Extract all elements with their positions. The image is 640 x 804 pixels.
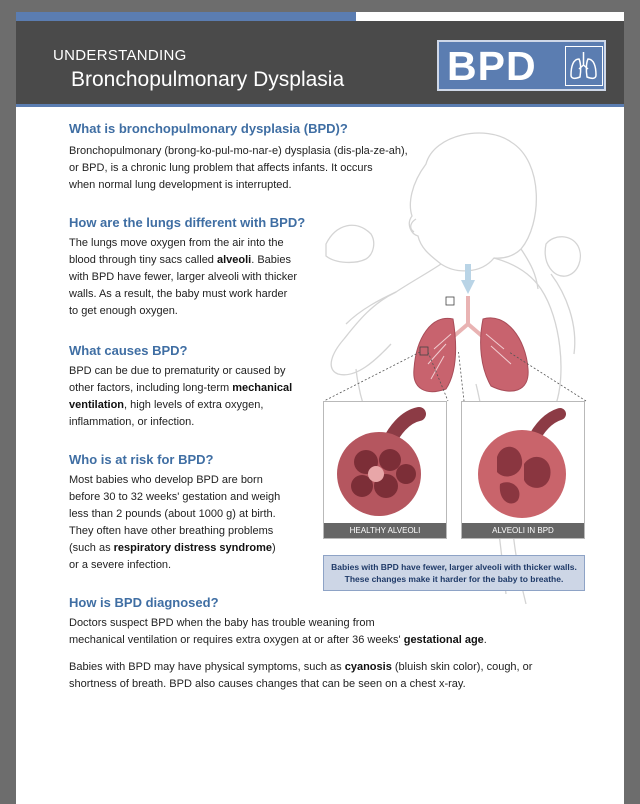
bpd-alveoli-image (462, 402, 584, 523)
body-line: inflammation, or infection. (69, 416, 195, 428)
page-title: Bronchopulmonary Dysplasia (71, 68, 345, 91)
body-line: (bluish skin color), cough, or (391, 661, 533, 673)
caption-line-2: These changes make it harder for the baby to breathe. (344, 574, 564, 584)
bpd-alveoli-label: ALVEOLI IN BPD (462, 523, 584, 538)
body-line: blood through tiny sacs called (69, 254, 217, 266)
body-line: Doctors suspect BPD when the baby has trouble weaning from (69, 617, 375, 629)
top-accent-strip (16, 12, 356, 21)
header-banner (16, 21, 624, 104)
term-mechanical: mechanical (232, 382, 293, 394)
body-line: shortness of breath. BPD also causes changes that can be seen on a chest x-ray. (69, 678, 466, 690)
body-line: walls. As a result, the baby must work harder (69, 288, 288, 300)
section-body-causes (69, 363, 292, 431)
body-line: . (483, 634, 487, 646)
bpd-logo (437, 40, 606, 91)
header-kicker: UNDERSTANDING (53, 47, 187, 64)
body-line: The lungs move oxygen from the air into the (69, 237, 284, 249)
section-heading-diagnosed: How is BPD diagnosed? (69, 595, 219, 610)
term-rds: respiratory distress syndrome (113, 542, 272, 554)
section-heading-lungs-different: How are the lungs different with BPD? (69, 215, 306, 230)
section-body-diagnosed (69, 615, 487, 649)
section-body-what-is (69, 143, 408, 194)
lungs-icon (565, 46, 603, 86)
term-alveoli: alveoli (216, 254, 252, 266)
healthy-alveoli-image (324, 402, 446, 523)
section-body-symptoms (69, 659, 532, 693)
section-heading-what-is: What is bronchopulmonary dysplasia (BPD)? (69, 121, 348, 136)
body-line: before 30 to 32 weeks' gestation and weigh (69, 491, 281, 503)
body-line: (such as (69, 542, 114, 554)
healthy-alveoli-panel (323, 401, 447, 539)
section-body-lungs-different (69, 235, 297, 320)
body-line: or BPD, is a chronic lung problem that affects infants. It occurs (69, 162, 373, 174)
body-line: They often have other breathing problems (69, 525, 274, 537)
body-line: Bronchopulmonary (brong-ko-pul-mo-nar-e) dysplasia (dis-pla-ze-ah), (69, 145, 408, 157)
body-line: or a severe infection. (69, 559, 172, 571)
header-underline (16, 104, 624, 107)
section-body-at-risk (69, 472, 280, 574)
body-line: ) (272, 542, 276, 554)
healthy-alveoli-label: HEALTHY ALVEOLI (324, 523, 446, 538)
caption-line-1: Babies with BPD have fewer, larger alveoli with thicker walls. (331, 562, 577, 572)
body-line: , high levels of extra oxygen, (124, 399, 264, 411)
logo-text: BPD (447, 43, 537, 89)
body-line: less than 2 pounds (about 1000 g) at birth. (69, 508, 276, 520)
body-line: . Babies (251, 254, 291, 266)
body-line: Babies with BPD may have physical symptoms, such as (69, 661, 345, 673)
illustration-caption (323, 555, 585, 591)
section-heading-at-risk: Who is at risk for BPD? (69, 452, 214, 467)
bpd-alveoli-panel (461, 401, 585, 539)
body-line: when normal lung development is interrupted. (69, 179, 292, 191)
body-line: other factors, including long-term (69, 382, 233, 394)
body-line: Most babies who develop BPD are born (69, 474, 263, 486)
term-gestational-age: gestational age (403, 634, 484, 646)
term-ventilation: ventilation (69, 399, 125, 411)
body-line: to get enough oxygen. (69, 305, 178, 317)
section-heading-causes: What causes BPD? (69, 343, 188, 358)
term-cyanosis: cyanosis (344, 661, 392, 673)
body-line: BPD can be due to prematurity or caused by (69, 365, 286, 377)
body-line: mechanical ventilation or requires extra oxygen at or after 36 weeks' (69, 634, 404, 646)
document-page (16, 12, 624, 804)
body-line: with BPD have fewer, larger alveoli with thicker (69, 271, 298, 283)
